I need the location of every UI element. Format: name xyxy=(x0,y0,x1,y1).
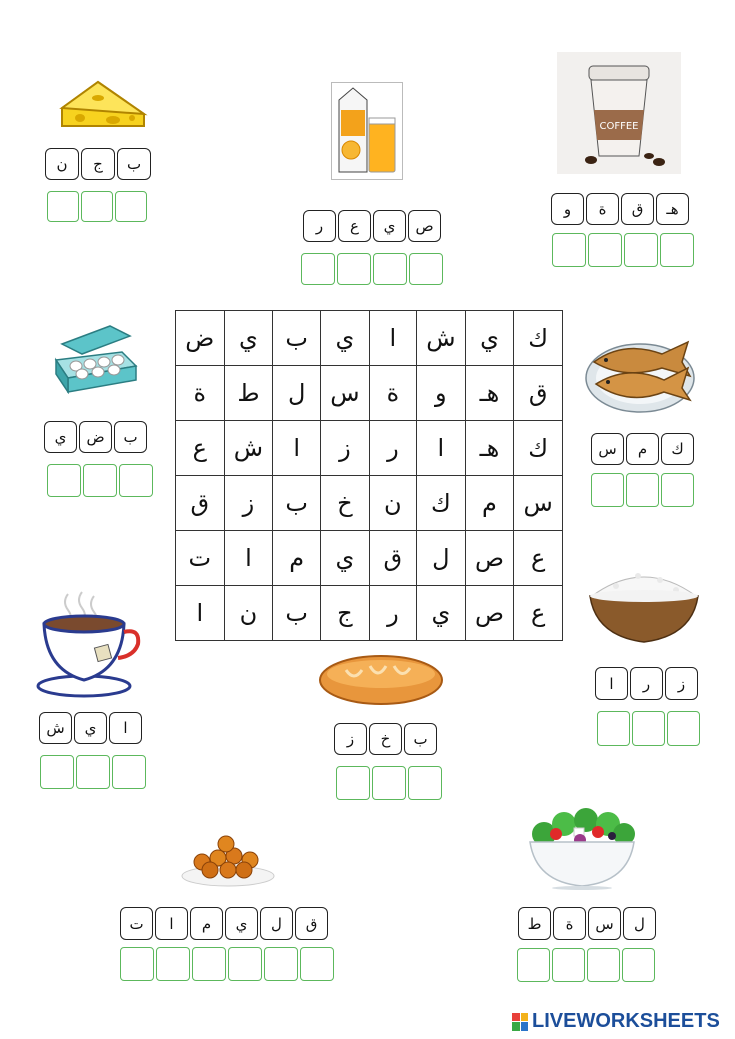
grid-cell[interactable]: ك xyxy=(417,476,466,531)
grid-cell[interactable]: ع xyxy=(176,421,225,476)
answer-box[interactable] xyxy=(661,473,694,507)
answer-box[interactable] xyxy=(622,948,655,982)
rice-bowl-image xyxy=(586,558,702,646)
answer-box[interactable] xyxy=(47,464,81,497)
fish-answers xyxy=(591,473,694,507)
letter-tile[interactable]: ش xyxy=(39,712,72,744)
letter-tile[interactable]: ا xyxy=(109,712,142,744)
answer-box[interactable] xyxy=(597,711,630,746)
grid-row xyxy=(176,421,563,476)
letter-tile[interactable]: ي xyxy=(74,712,107,744)
grid-cell[interactable]: ع xyxy=(514,531,563,586)
letter-tile[interactable]: ز xyxy=(665,667,698,700)
answer-box[interactable] xyxy=(336,766,370,800)
grid-cell[interactable]: ج xyxy=(321,586,370,641)
grid-cell[interactable]: ق xyxy=(176,476,225,531)
grid-cell[interactable]: ي xyxy=(417,586,466,641)
eggs-answers xyxy=(47,464,153,497)
grid-cell[interactable]: ن xyxy=(224,586,273,641)
grid-cell[interactable]: ل xyxy=(273,366,321,421)
answer-box[interactable] xyxy=(192,947,226,981)
grid-cell[interactable]: ق xyxy=(514,366,563,421)
grid-cell[interactable]: ب xyxy=(273,476,321,531)
bread-letters xyxy=(334,723,437,755)
tea-cup-image xyxy=(36,588,142,700)
letter-tile[interactable]: ب xyxy=(404,723,437,755)
grid-cell[interactable]: ي xyxy=(224,311,273,366)
answer-box[interactable] xyxy=(632,711,665,746)
answer-box[interactable] xyxy=(112,755,146,789)
coffee-letters xyxy=(551,193,689,225)
juice-answers xyxy=(301,253,443,285)
answer-box[interactable] xyxy=(660,233,694,267)
grid-row xyxy=(176,586,563,641)
answer-box[interactable] xyxy=(76,755,110,789)
letter-tile[interactable]: ط xyxy=(518,907,551,940)
brand-name: LIVEWORKSHEETS xyxy=(532,1010,720,1032)
fritters-answers xyxy=(120,947,334,981)
letter-tile[interactable]: ي xyxy=(225,907,258,940)
letter-tile[interactable]: ي xyxy=(373,210,406,242)
grid-row xyxy=(176,311,563,366)
grid-cell[interactable]: ل xyxy=(417,531,466,586)
tea-answers xyxy=(40,755,146,789)
grid-cell[interactable]: ي xyxy=(321,531,370,586)
grid-cell[interactable]: هـ xyxy=(465,366,514,421)
answer-box[interactable] xyxy=(300,947,334,981)
bread-answers xyxy=(336,766,442,800)
letter-tile[interactable]: ي xyxy=(44,421,77,453)
answer-box[interactable] xyxy=(372,766,406,800)
coffee-cup-text: COFFEE xyxy=(599,121,639,132)
letter-tile[interactable]: م xyxy=(190,907,223,940)
letter-tile[interactable]: ص xyxy=(408,210,441,242)
salad-letters xyxy=(518,907,656,940)
answer-box[interactable] xyxy=(40,755,74,789)
grid-cell[interactable]: م xyxy=(465,476,514,531)
letter-tile[interactable]: م xyxy=(626,433,659,465)
answer-box[interactable] xyxy=(264,947,298,981)
grid-cell[interactable]: ز xyxy=(224,476,273,531)
grid-cell[interactable]: س xyxy=(514,476,563,531)
answer-box[interactable] xyxy=(626,473,659,507)
answer-box[interactable] xyxy=(301,253,335,285)
juice-letters xyxy=(303,210,441,242)
liveworksheets-logo-icon xyxy=(512,1013,528,1031)
answer-box[interactable] xyxy=(373,253,407,285)
grid-cell[interactable]: ب xyxy=(273,586,321,641)
grid-cell[interactable]: ش xyxy=(224,421,273,476)
letter-tile[interactable]: هـ xyxy=(656,193,689,225)
grid-cell[interactable]: ا xyxy=(273,421,321,476)
grid-cell[interactable]: م xyxy=(273,531,321,586)
letter-tile[interactable]: و xyxy=(551,193,584,225)
answer-box[interactable] xyxy=(83,464,117,497)
grid-cell[interactable]: خ xyxy=(321,476,370,531)
grid-cell[interactable]: ا xyxy=(176,586,225,641)
letter-tile[interactable]: ة xyxy=(553,907,586,940)
grid-cell[interactable]: ص xyxy=(465,531,514,586)
grid-row xyxy=(176,476,563,531)
grid-cell[interactable]: ا xyxy=(224,531,273,586)
answer-box[interactable] xyxy=(408,766,442,800)
answer-box[interactable] xyxy=(409,253,443,285)
grid-cell[interactable]: ة xyxy=(176,366,225,421)
grid-cell[interactable]: ي xyxy=(465,311,514,366)
letter-tile[interactable]: خ xyxy=(369,723,402,755)
grid-cell[interactable]: ع xyxy=(514,586,563,641)
answer-box[interactable] xyxy=(552,233,586,267)
answer-box[interactable] xyxy=(81,191,113,222)
fritters-letters xyxy=(120,907,328,940)
cheese-image xyxy=(58,78,148,130)
letter-tile[interactable]: ض xyxy=(79,421,112,453)
letter-tile[interactable]: ر xyxy=(630,667,663,700)
grid-cell[interactable]: و xyxy=(417,366,466,421)
letter-tile[interactable]: ق xyxy=(295,907,328,940)
letter-tile[interactable]: ع xyxy=(338,210,371,242)
letter-tile[interactable]: ق xyxy=(621,193,654,225)
grid-cell[interactable]: ا xyxy=(417,421,466,476)
letter-tile[interactable]: ة xyxy=(586,193,619,225)
grid-cell[interactable]: ة xyxy=(369,366,416,421)
tea-letters xyxy=(39,712,142,744)
answer-box[interactable] xyxy=(517,948,550,982)
cheese-letters xyxy=(45,148,151,180)
salad-answers xyxy=(517,948,655,982)
answer-box[interactable] xyxy=(120,947,154,981)
answer-box[interactable] xyxy=(624,233,658,267)
word-search-grid xyxy=(175,310,563,641)
answer-box[interactable] xyxy=(337,253,371,285)
grid-cell[interactable]: ز xyxy=(321,421,370,476)
rice-answers xyxy=(597,711,700,746)
coffee-answers xyxy=(552,233,694,267)
grid-cell[interactable]: ت xyxy=(176,531,225,586)
bread-image xyxy=(318,652,444,708)
grid-cell[interactable]: ر xyxy=(369,586,416,641)
grid-cell[interactable]: ق xyxy=(369,531,416,586)
rice-letters xyxy=(595,667,698,700)
grid-row xyxy=(176,366,563,421)
eggs-letters xyxy=(44,421,147,453)
answer-box[interactable] xyxy=(47,191,79,222)
grid-cell[interactable]: ص xyxy=(465,586,514,641)
grid-cell[interactable]: ا xyxy=(369,311,416,366)
grid-cell[interactable]: ي xyxy=(321,311,370,366)
answer-box[interactable] xyxy=(667,711,700,746)
fritters-image xyxy=(180,830,276,888)
answer-box[interactable] xyxy=(588,233,622,267)
letter-tile[interactable]: ر xyxy=(303,210,336,242)
grid-cell[interactable]: ر xyxy=(369,421,416,476)
grid-cell[interactable]: ك xyxy=(514,421,563,476)
grid-row xyxy=(176,531,563,586)
grid-cell[interactable]: ب xyxy=(273,311,321,366)
egg-carton-image xyxy=(52,322,142,394)
answer-box[interactable] xyxy=(115,191,147,222)
orange-juice-image xyxy=(331,82,403,180)
letter-tile[interactable]: ب xyxy=(114,421,147,453)
letter-tile[interactable]: ا xyxy=(595,667,628,700)
answer-box[interactable] xyxy=(119,464,153,497)
coffee-cup-image xyxy=(557,52,681,174)
answer-box[interactable] xyxy=(156,947,190,981)
answer-box[interactable] xyxy=(552,948,585,982)
grid-cell[interactable]: هـ xyxy=(465,421,514,476)
letter-tile[interactable]: ن xyxy=(45,148,79,180)
grid-cell[interactable]: ض xyxy=(176,311,225,366)
letter-tile[interactable]: ت xyxy=(120,907,153,940)
letter-tile[interactable]: ب xyxy=(117,148,151,180)
letter-tile[interactable]: س xyxy=(588,907,621,940)
letter-tile[interactable]: س xyxy=(591,433,624,465)
grid-cell[interactable]: ط xyxy=(224,366,273,421)
letter-tile[interactable]: ز xyxy=(334,723,367,755)
grid-cell[interactable]: س xyxy=(321,366,370,421)
salad-bowl-image xyxy=(524,806,640,890)
letter-tile[interactable]: ل xyxy=(260,907,293,940)
grid-cell[interactable]: ش xyxy=(417,311,466,366)
answer-box[interactable] xyxy=(228,947,262,981)
grid-cell[interactable]: ن xyxy=(369,476,416,531)
fish-plate-image xyxy=(584,328,698,414)
letter-tile[interactable]: ك xyxy=(661,433,694,465)
fish-letters xyxy=(591,433,694,465)
letter-tile[interactable]: ا xyxy=(155,907,188,940)
answer-box[interactable] xyxy=(591,473,624,507)
letter-tile[interactable]: ج xyxy=(81,148,115,180)
cheese-answers xyxy=(47,191,147,222)
grid-cell[interactable]: ك xyxy=(514,311,563,366)
answer-box[interactable] xyxy=(587,948,620,982)
liveworksheets-logo[interactable] xyxy=(512,1010,720,1033)
letter-tile[interactable]: ل xyxy=(623,907,656,940)
